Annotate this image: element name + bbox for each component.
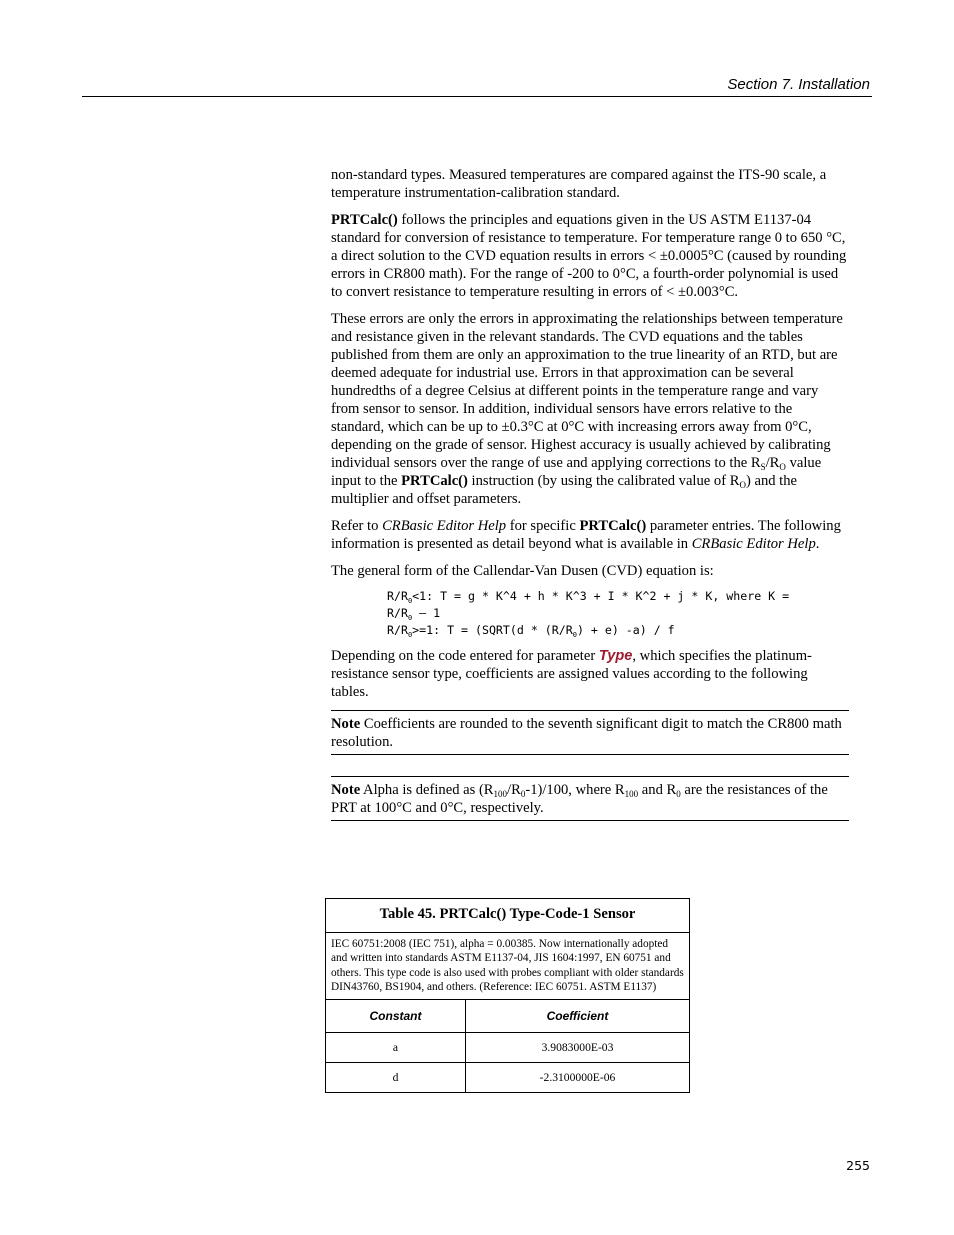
page-number: 255 [846,1158,870,1173]
code-text: R/R [387,606,408,620]
subscript: S [760,462,766,472]
paragraph-text: for specific [506,518,580,534]
code-text: R/R [387,623,408,637]
table-title: Table 45. PRTCalc() Type-Code-1 Sensor [326,899,689,933]
note-alpha [331,776,849,821]
paragraph-cvd-intro: The general form of the Callendar-Van Dusen (CVD) equation is: [331,563,714,579]
code-text: R/R [387,589,408,603]
note-label: Note [331,782,361,798]
table-description: IEC 60751:2008 (IEC 751), alpha = 0.00385. Now internationally adopted and written into standards ASTM E1137-04, JIS 1604:1997, EN 60751 and others. This type code is also used with probes compliant with older standards DIN43760, BS1904, and others. (Reference: IEC 60751. ASTM E1137) [326,933,689,1000]
subscript: 0 [407,631,413,639]
code-text: ) + e) -a) / f [576,623,675,637]
prtcalc-keyword: PRTCalc() [331,212,398,228]
paragraph-text: follows the principles and equations given in the US ASTM E1137-04 standard for conversion of resistance to temperature. For temperature range 0 to 650 °C, a direct solution to the CVD equation results in errors < ±0.0005°C (caused by rounding errors in CR800 math). For the range of -200 to 0°C, a fourth-order polynomial is used to convert resistance to temperature resulting in errors of < ±0.003°C. [331,212,847,300]
code-text: <1: T = g * K^4 + h * K^3 + I * K^2 + j * K, where K = [412,589,790,603]
type-parameter-label: Type [598,648,633,664]
table-row [326,1063,689,1092]
cell-coefficient: 3.9083000E-03 [541,1041,614,1055]
paragraph-text: instruction (by using the calibrated value of R [467,473,740,489]
column-header-constant: Constant [326,1000,466,1032]
subscript: 100 [624,789,639,799]
cell-constant: d [326,1063,466,1092]
paragraph-prtcalc-intro [331,211,847,301]
paragraph-text: /R [765,455,780,471]
table-row [326,1033,689,1063]
subscript: O [779,462,786,472]
header-rule [82,96,872,97]
note-rounding [331,710,849,755]
code-text: >=1: T = (SQRT(d * (R/R [412,623,573,637]
subscript: 0 [572,631,577,639]
prtcalc-keyword: PRTCalc() [401,473,468,489]
paragraph-errors [331,310,847,508]
paragraph-refer [331,517,847,553]
column-header-coefficient: Coefficient [546,1009,609,1024]
note-text: are the resistances of the PRT at 100°C and 0°C, respectively. [331,782,828,816]
cell-coefficient: -2.3100000E-06 [539,1071,616,1085]
note-text: and R [638,782,677,798]
note-text: Alpha is defined as (R [360,782,494,798]
cell-constant: a [326,1033,466,1062]
table-header-row [326,1000,689,1033]
paragraph-text: Refer to [331,518,383,534]
paragraph-text: ) and the multiplier and offset parameters. [331,473,798,507]
prtcalc-keyword: PRTCalc() [579,518,647,534]
paragraph-text: parameter entries. The following information is presented as detail beyond what is available in [331,518,841,552]
paragraph-type-parameter [331,647,847,701]
code-line [387,622,847,639]
running-header: Section 7. Installation [727,76,870,93]
subscript: 0 [407,614,413,622]
crbasic-help-reference: CRBasic Editor Help [382,518,507,534]
subscript: 100 [493,789,508,799]
crbasic-help-reference: CRBasic Editor Help [691,536,816,552]
subscript: 0 [407,597,413,605]
cvd-equation-code [387,588,847,639]
paragraph-text: value input to the [331,455,822,489]
subscript: 0 [520,789,526,799]
code-line [387,588,847,605]
note-text: /R [507,782,521,798]
note-text: Coefficients are rounded to the seventh significant digit to match the CR800 math resolution. [331,716,842,750]
note-label: Note [331,716,361,732]
paragraph-text: . [815,536,820,552]
subscript: 0 [676,789,681,799]
paragraph-text: , which specifies the platinum-resistance sensor type, coefficients are assigned values according to the following tables. [331,648,812,700]
subscript: O [739,480,746,490]
note-text: -1)/100, where R [525,782,625,798]
code-text: – 1 [412,606,441,620]
paragraph-text: Depending on the code entered for parameter [331,648,599,664]
paragraph-text: These errors are only the errors in approximating the relationships between temperature and resistance given in the relevant standards. The CVD equations and the tables published from them are only an approximation to the true linearity of an RTD, but are deemed adequate for industrial use. Errors in that approximation can be several hundredths of a degree Celsius at different points in the temperature range and vary from sensor to sensor. In addition, individual sensors have errors relative to the standard, which can be up to ±0.3°C at 0°C with increasing errors away from 0°C, depending on the grade of sensor. Highest accuracy is usually achieved by calibrating individual sensors over the range of use and applying corrections to the R [331,311,843,471]
prtcalc-type1-table [325,898,690,1093]
paragraph-its90: non-standard types. Measured temperatures are compared against the ITS-90 scale, a temperature instrumentation-calibration standard. [331,167,827,201]
body-content [331,166,847,842]
code-line [387,605,847,622]
